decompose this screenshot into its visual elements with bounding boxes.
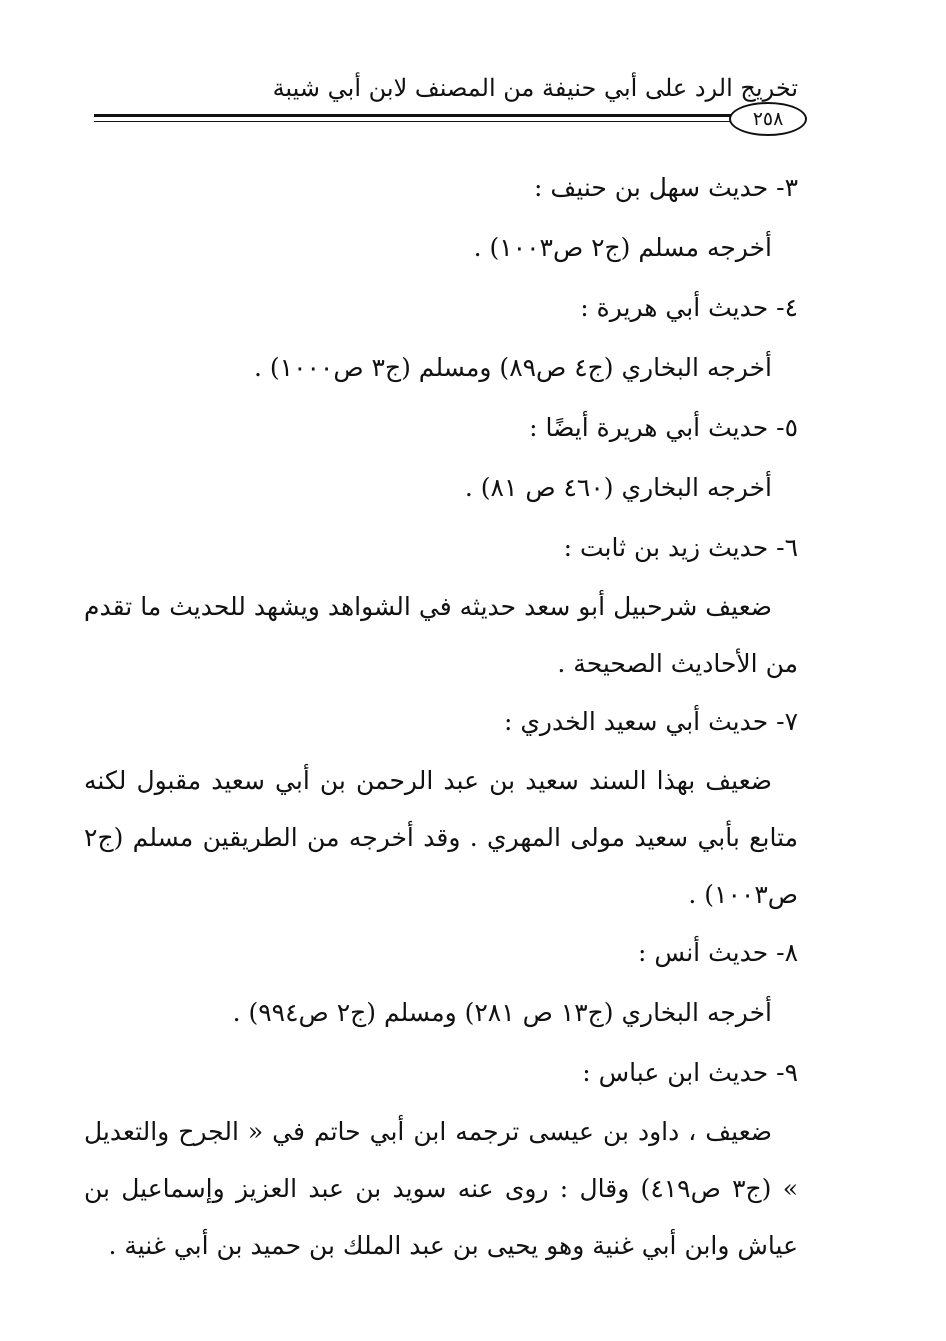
hadith-heading-5: ٥- حديث أبي هريرة أيضًا : [529,413,798,442]
takhrij-text-8: أخرجه البخاري (ج١٣ ص ٢٨١) ومسلم (ج٢ ص٩٩٤) . [232,998,772,1027]
header-rule-thick [94,114,798,117]
takhrij-text-4: أخرجه البخاري (ج٤ ص٨٩) ومسلم (ج٣ ص١٠٠٠) . [253,353,772,382]
running-title: تخريج الرد على أبي حنيفة من المصنف لابن أبي شيبة [272,74,798,102]
takhrij-text-9: ضعيف ، داود بن عيسى ترجمه ابن أبي حاتم في « الجرح والتعديل » (ج٣ ص٤١٩) وقال : روى عنه سويد بن عبد العزيز وإسماعيل بن عياش وابن أبي غنية وهو يحيى بن عبد الملك بن حميد بن أبي غنية . [84,1117,798,1260]
hadith-heading-7: ٧- حديث أبي سعيد الخدري : [503,707,798,736]
takhrij-text-5: أخرجه البخاري (٤٦٠ ص ٨١) . [464,473,772,502]
hadith-heading-9: ٩- حديث ابن عباس : [582,1058,798,1087]
hadith-heading-3: ٣- حديث سهل بن حنيف : [534,173,798,202]
page-body [84,158,798,1274]
hadith-heading-4: ٤- حديث أبي هريرة : [580,293,798,322]
takhrij-text-7: ضعيف بهذا السند سعيد بن عبد الرحمن بن أبي سعيد مقبول لكنه متابع بأبي سعيد مولى المهري . وقد أخرجه من الطريقين مسلم (ج٢ ص١٠٠٣) . [84,766,798,909]
header-rule-thin [94,121,798,122]
hadith-heading-6: ٦- حديث زيد بن ثابت : [563,533,798,562]
takhrij-text-6: ضعيف شرحبيل أبو سعد حديثه في الشواهد ويشهد للحديث ما تقدم من الأحاديث الصحيحة . [84,592,798,678]
page-header [84,74,798,134]
takhrij-text-3: أخرجه مسلم (ج٢ ص١٠٠٣) . [473,233,772,262]
hadith-heading-8: ٨- حديث أنس : [637,938,798,967]
page-number: ٢٥٨ [729,102,807,136]
